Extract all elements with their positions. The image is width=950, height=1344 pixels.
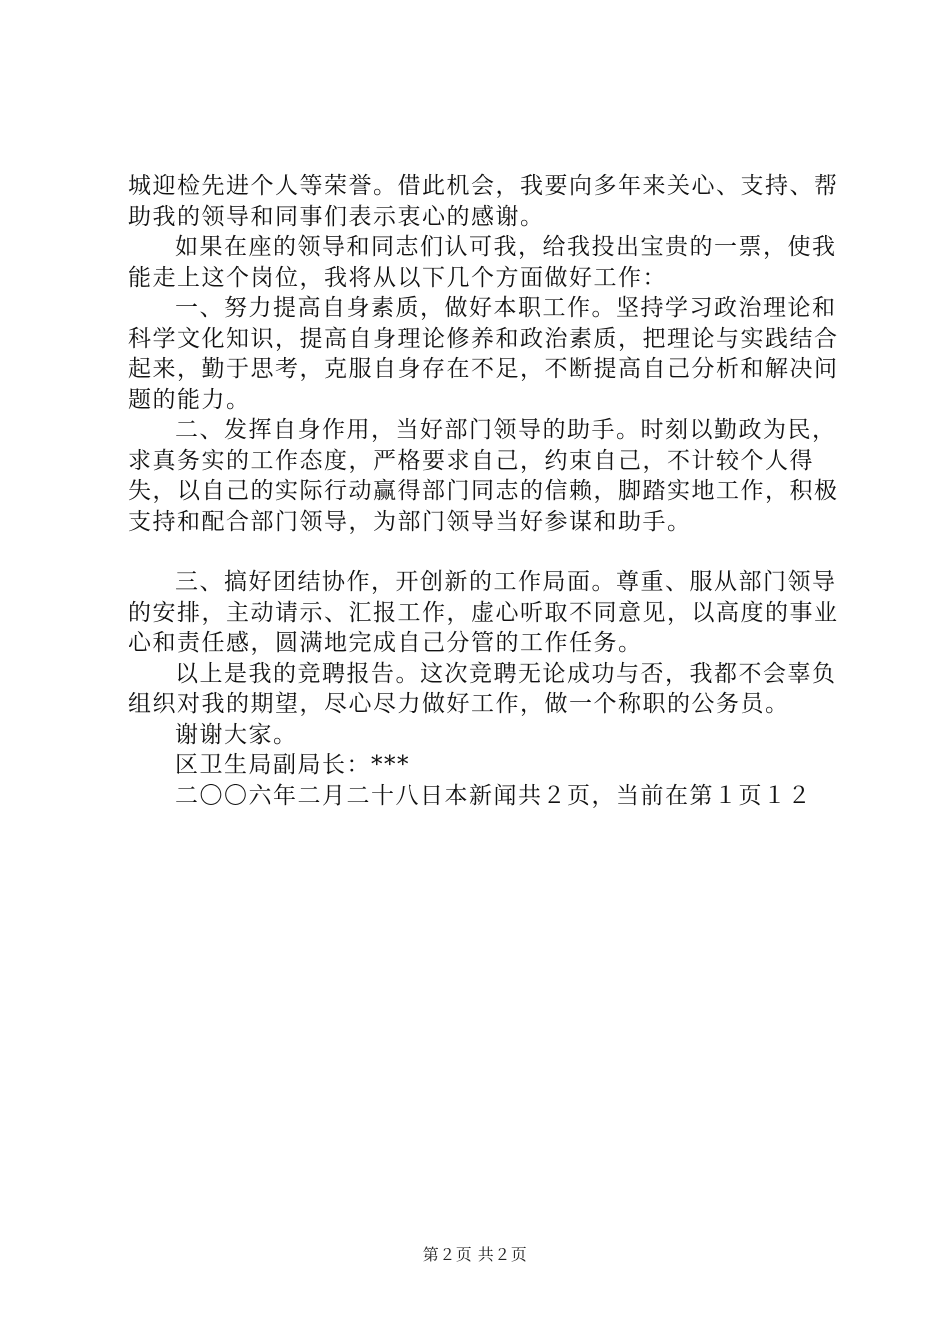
paragraph-point-three: 三、搞好团结协作，开创新的工作局面。尊重、服从部门领导的安排，主动请示、汇报工作，虚心听取不同意见，以高度的事业心和责任感，圆满地完成自己分管的工作任务。 [128,569,839,656]
document-body [128,171,848,811]
signature-title: 区卫生局副局长：*** [175,752,410,778]
paragraph-conclusion: 以上是我的竞聘报告。这次竞聘无论成功与否，我都不会辜负组织对我的期望，尽心尽力做好工作，做一个称职的公务员。 [128,660,837,717]
paragraph-continuation: 城迎检先进个人等荣誉。借此机会，我要向多年来关心、支持、帮助我的领导和同事们表示衷心的感谢。 [128,173,839,230]
paragraph-point-two: 二、发挥自身作用，当好部门领导的助手。时刻以勤政为民，求真务实的工作态度，严格要求自己，约束自己，不计较个人得失，以自己的实际行动赢得部门同志的信赖，脚踏实地工作，积极支持和配合部门领导，为部门领导当好参谋和助手。 [128,417,839,535]
paragraph-point-one: 一、努力提高自身素质，做好本职工作。坚持学习政治理论和科学文化知识，提高自身理论修养和政治素质，把理论与实践结合起来，勤于思考，克服自身存在不足，不断提高自己分析和解决问题的能力。 [128,295,839,413]
closing-thanks: 谢谢大家。 [175,721,298,748]
page-footer: 第２页 共２页 [422,1245,528,1264]
paragraph-intro: 如果在座的领导和同志们认可我，给我投出宝贵的一票，使我能走上这个岗位，我将从以下几个方面做好工作： [128,234,837,291]
date-line: 二〇〇六年二月二十八日本新闻共２页，当前在第１页１２ [175,782,812,809]
